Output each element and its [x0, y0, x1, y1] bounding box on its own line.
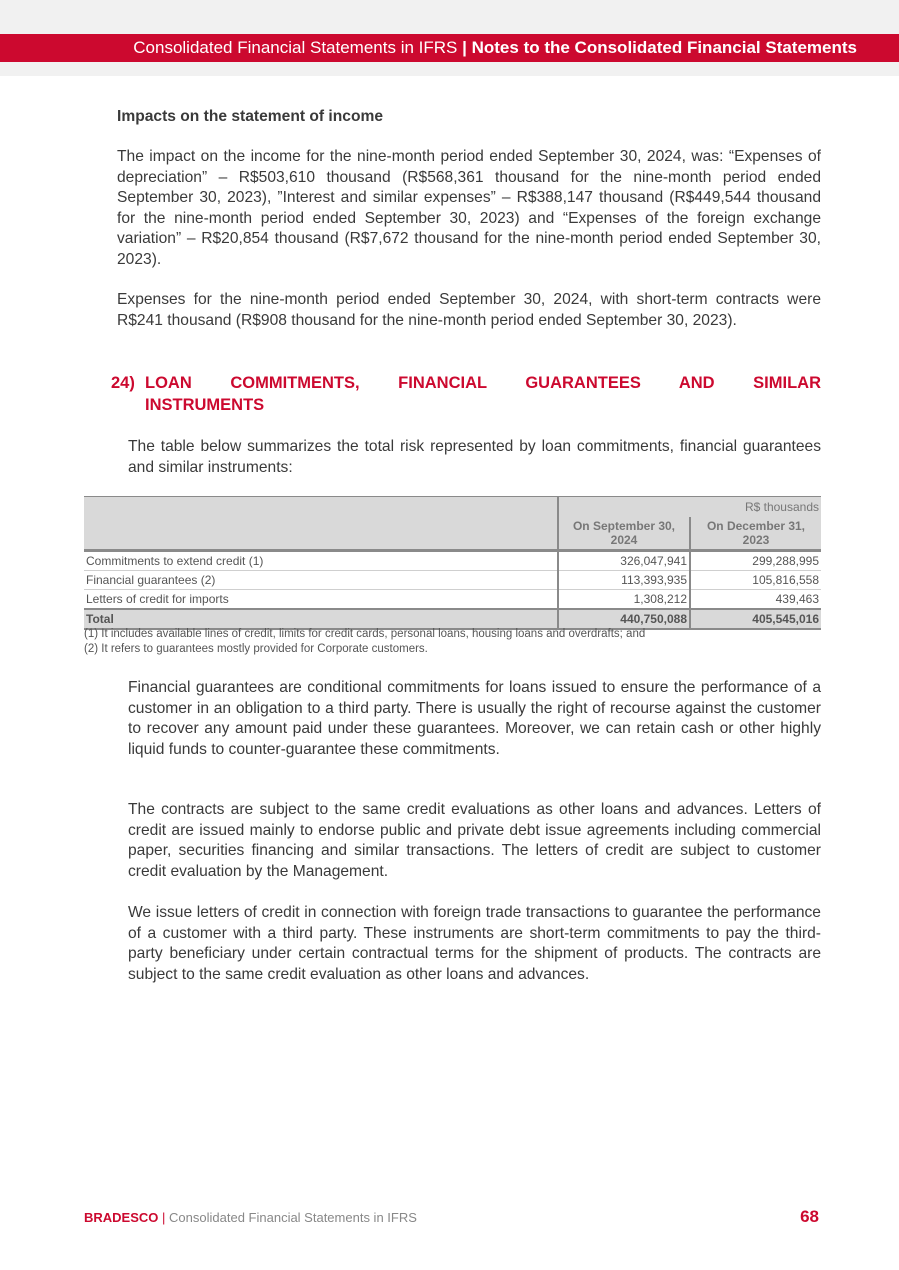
cell-value: 1,308,212	[558, 590, 690, 610]
footer-separator: |	[162, 1210, 166, 1225]
cell-value: 326,047,941	[558, 551, 690, 571]
row-label: Commitments to extend credit (1)	[84, 551, 558, 571]
column-header-dec-2023: On December 31, 2023	[690, 517, 821, 551]
body-paragraph-3: We issue letters of credit in connection with foreign trade transactions to guarantee the performance of a customer with a third party. These instruments are short-term commitments to pay the third-party beneficiary under certain contractual terms for the shipment of products. The contracts are subject to the same credit evaluation as other loans and advances.	[128, 904, 821, 983]
income-paragraph-2: Expenses for the nine-month period ended September 30, 2024, with short-term contracts were R$241 thousand (R$908 thousand for the nine-month period ended September 30, 2023).	[117, 291, 821, 329]
income-paragraph-1: The impact on the income for the nine-month period ended September 30, 2024, was: “Expenses of depreciation” – R$503,610 thousand (R$568,361 thousand for the nine-month period ended September 30, 2023), ”Interest and similar expenses” – R$388,147 thousand (R$449,544 thousand for the nine-month period ended September 30, 2023) and “Expenses of the foreign exchange variation” – R$20,854 thousand (R$7,672 thousand for the nine-month period ended September 30, 2023).	[117, 148, 821, 268]
body-paragraph-1: Financial guarantees are conditional commitments for loans issued to ensure the performance of a customer in an obligation to a third party. There is usually the right of recourse against the customer to recover any amount paid under these guarantees. Moreover, we can retain cash or other highly liquid funds to counter-guarantee these commitments.	[128, 679, 821, 758]
section-number: 24)	[111, 374, 135, 392]
column-header-sep-2024: On September 30, 2024	[558, 517, 690, 551]
cell-value: 439,463	[690, 590, 821, 610]
total-label: Total	[84, 609, 558, 629]
header-left: Consolidated Financial Statements in IFRS	[133, 38, 458, 57]
footer-brand: BRADESCO	[84, 1210, 159, 1225]
header-separator: |	[462, 38, 467, 57]
cell-value: 299,288,995	[690, 551, 821, 571]
table-row	[84, 590, 821, 610]
cell-value: 105,816,558	[690, 571, 821, 590]
row-label: Financial guarantees (2)	[84, 571, 558, 590]
table-unit: R$ thousands	[558, 497, 821, 518]
row-label: Letters of credit for imports	[84, 590, 558, 610]
table-notes	[84, 627, 645, 657]
table-corner	[84, 497, 558, 551]
section-intro: The table below summarizes the total risk represented by loan commitments, financial guarantees and similar instruments:	[128, 438, 821, 476]
body-paragraph-2: The contracts are subject to the same credit evaluations as other loans and advances. Letters of credit are issued mainly to endorse public and private debt issue agreements including commercial paper, securities financing and similar transactions. The letters of credit are subject to customer credit evaluation by the Management.	[128, 801, 821, 880]
cell-value: 113,393,935	[558, 571, 690, 590]
header-underband	[0, 62, 899, 76]
footer	[84, 1210, 417, 1225]
table-note-1: (1) It includes available lines of credit, limits for credit cards, personal loans, housing loans and overdrafts; and	[84, 628, 646, 640]
total-value: 440,750,088	[558, 609, 690, 629]
header-bar	[0, 34, 899, 62]
top-band	[0, 0, 899, 34]
footer-text: Consolidated Financial Statements in IFRS	[169, 1210, 417, 1225]
table-row	[84, 551, 821, 571]
table-total-row	[84, 609, 821, 629]
page-number: 68	[800, 1207, 819, 1226]
section-title-line-2: INSTRUMENTS	[145, 396, 265, 414]
section-heading	[111, 372, 821, 416]
total-value: 405,545,016	[690, 609, 821, 629]
table-row	[84, 571, 821, 590]
header-right: Notes to the Consolidated Financial Statements	[471, 38, 857, 57]
income-heading: Impacts on the statement of income	[117, 108, 384, 125]
risk-table	[84, 496, 821, 630]
section-title-line-1: LOAN COMMITMENTS, FINANCIAL GUARANTEES AND SIMILAR	[145, 374, 821, 392]
table-note-2: (2) It refers to guarantees mostly provided for Corporate customers.	[84, 643, 428, 655]
